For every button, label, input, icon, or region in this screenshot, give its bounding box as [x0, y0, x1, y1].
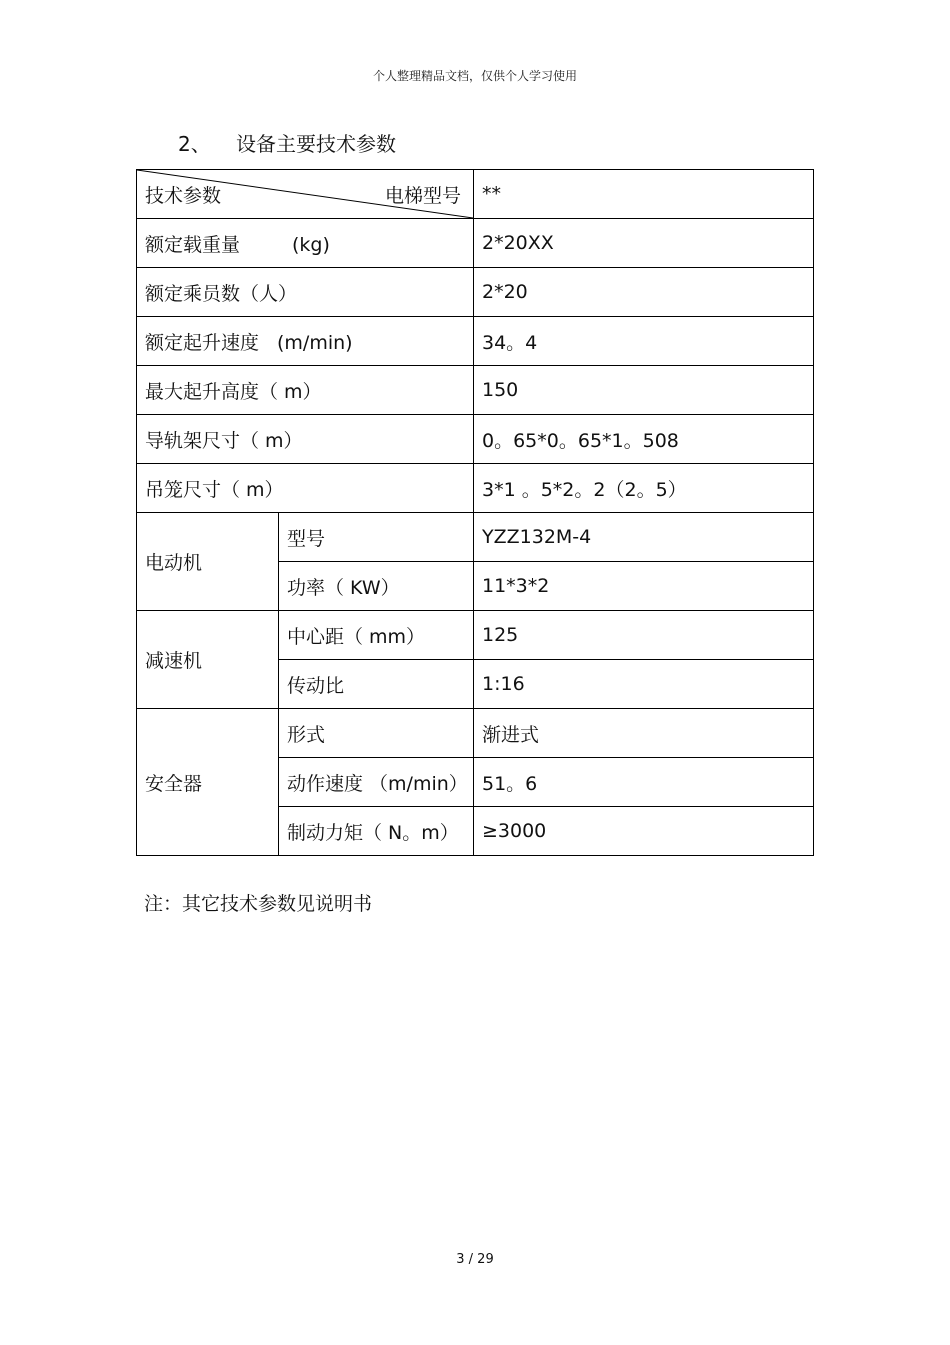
section-title: 设备主要技术参数 [236, 132, 396, 156]
group-row-motor [137, 513, 814, 562]
table-row [137, 464, 814, 513]
sub-value-cell: YZZ132M-4 [474, 513, 814, 562]
row-label-cell [137, 317, 474, 366]
sub-label-cell: 传动比 [279, 660, 474, 709]
group-row-reducer [137, 611, 814, 660]
table-row [137, 219, 814, 268]
row-label: 额定载重量 [145, 233, 241, 256]
sub-label-cell: 中心距（ mm） [279, 611, 474, 660]
sub-value-cell: 11*3*2 [474, 562, 814, 611]
row-value-cell: 150 [474, 366, 814, 415]
row-unit: (kg) [292, 233, 330, 256]
footnote: 注：其它技术参数见说明书 [144, 893, 373, 915]
row-value-cell: 3*1 。5*2。2（2。5） [474, 464, 814, 513]
header-right-label: 电梯型号 [384, 185, 461, 207]
section-heading [178, 128, 396, 157]
group-label-reducer: 减速机 [137, 611, 279, 709]
row-label-cell: 额定乘员数（人） [137, 268, 474, 317]
row-label-cell: 导轨架尺寸（ m） [137, 415, 474, 464]
group-row-safety [137, 709, 814, 758]
row-label-cell: 吊笼尺寸（ m） [137, 464, 474, 513]
row-label-cell [137, 219, 474, 268]
page-number: 3 / 29 [456, 1252, 494, 1267]
row-label: 额定起升速度 [145, 331, 260, 354]
group-label-motor: 电动机 [137, 513, 279, 611]
header-note: 个人整理精品文档，仅供个人学习使用 [372, 69, 577, 83]
row-value-cell: 2*20 [474, 268, 814, 317]
group-label-safety: 安全器 [137, 709, 279, 856]
sub-value-cell: 1:16 [474, 660, 814, 709]
header-value-cell: ** [474, 170, 814, 219]
table-row [137, 366, 814, 415]
row-value-cell: 34。4 [474, 317, 814, 366]
row-unit: (m/min) [277, 331, 353, 354]
sub-label-cell: 型号 [279, 513, 474, 562]
diagonal-header-cell [137, 170, 474, 219]
sub-value-cell: ≥3000 [474, 807, 814, 856]
sub-label-cell: 制动力矩（ N。m） [279, 807, 474, 856]
row-value-cell: 0。65*0。65*1。508 [474, 415, 814, 464]
table-row [137, 317, 814, 366]
row-label-cell: 最大起升高度（ m） [137, 366, 474, 415]
sub-value-cell: 51。6 [474, 758, 814, 807]
spec-table [136, 169, 814, 856]
header-left-label: 技术参数 [145, 185, 222, 207]
sub-label-cell: 功率（ KW） [279, 562, 474, 611]
sub-value-cell: 渐进式 [474, 709, 814, 758]
sub-label-cell: 动作速度 （m/min） [279, 758, 474, 807]
sub-value-cell: 125 [474, 611, 814, 660]
table-row [137, 268, 814, 317]
table-header-row [137, 170, 814, 219]
table-row [137, 415, 814, 464]
row-value-cell: 2*20XX [474, 219, 814, 268]
sub-label-cell: 形式 [279, 709, 474, 758]
section-number: 2、 [178, 132, 211, 156]
